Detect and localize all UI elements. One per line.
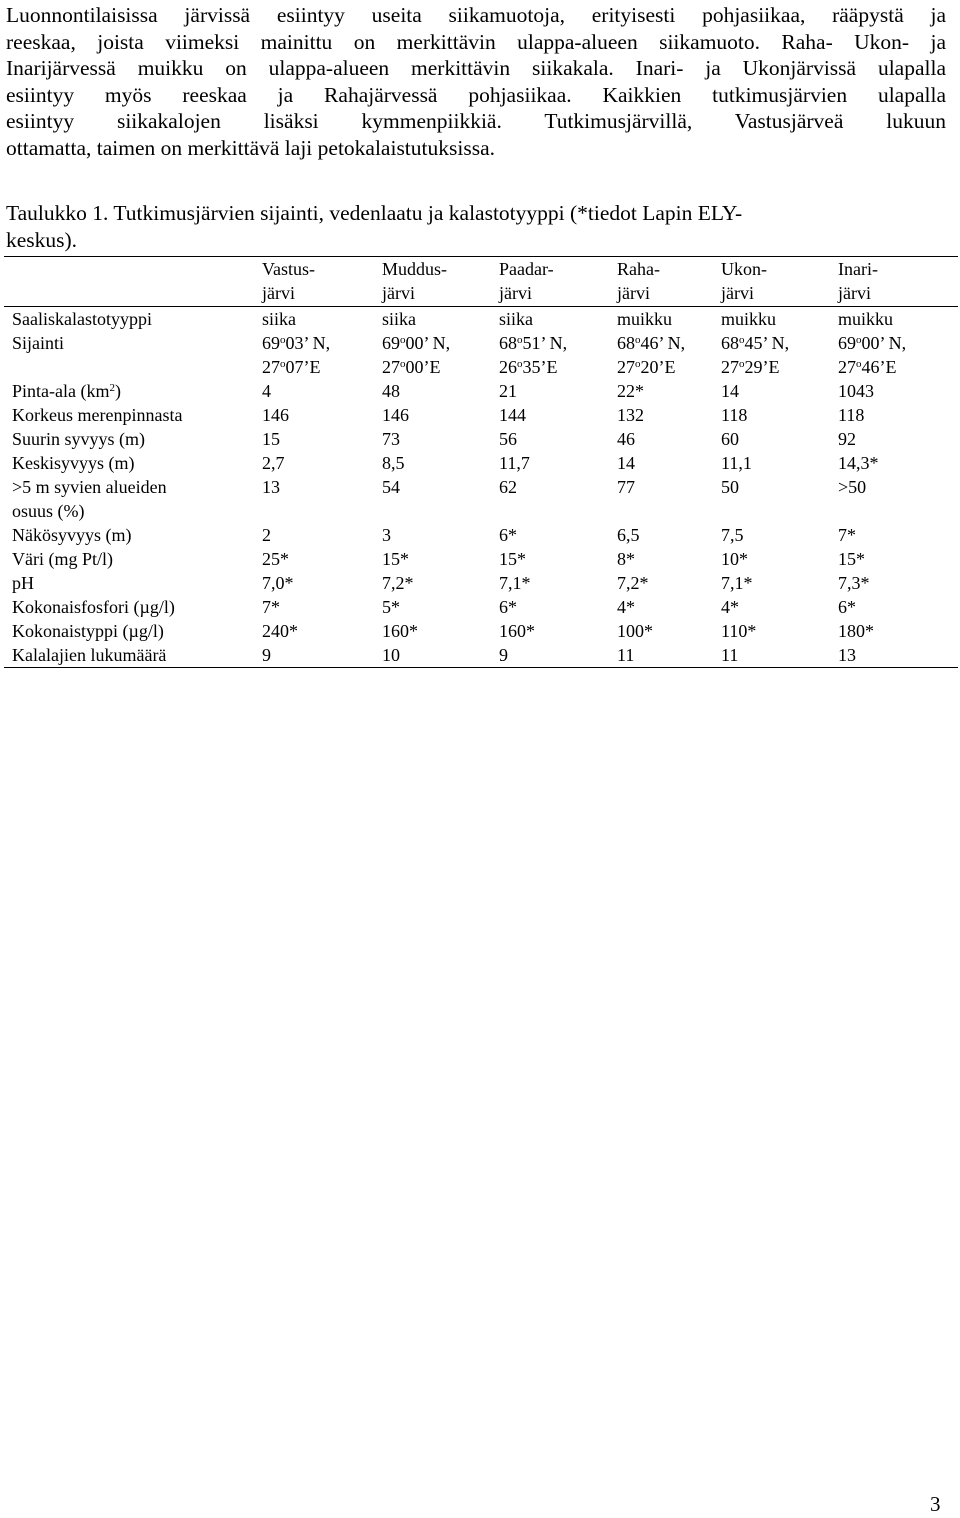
table-cell: 7,1* [721, 573, 753, 593]
table-cell: 160* [499, 621, 535, 641]
table-cell: 13 [838, 645, 856, 665]
table-cell: 2 [262, 525, 271, 545]
table-row [4, 595, 958, 619]
table-cell: siika [262, 309, 296, 329]
table-cell: 8,5 [382, 453, 405, 473]
paragraph-line: ottamatta, taimen on merkittävä laji petokalaistutuksissa. [6, 135, 495, 160]
table-cell: 46 [617, 429, 635, 449]
table-row [4, 619, 958, 643]
paragraph-line: reeskaa, joista viimeksi mainittu on merkittävin ulappa-alueen siikamuoto. Raha- Ukon- ja [6, 29, 946, 54]
table-row [4, 547, 958, 571]
header-ukonjarvi: Ukon- järvi [721, 259, 767, 303]
table-cell: 21 [499, 381, 517, 401]
table-row [4, 571, 958, 595]
table-row [4, 523, 958, 547]
table-cell: siika [499, 309, 533, 329]
table-cell: 3 [382, 525, 391, 545]
table-cell: 2,7 [262, 453, 285, 473]
table-cell: 15* [838, 549, 865, 569]
table-cell: 11,1 [721, 453, 752, 473]
table-cell: 92 [838, 429, 856, 449]
table-cell: 7,2* [617, 573, 649, 593]
row-label: Saaliskalastotyyppi [12, 309, 152, 329]
table-cell: 60 [721, 429, 739, 449]
table-cell: 69$^o$03’ N, 27$^o$07’E [262, 333, 331, 377]
table-cell: 56 [499, 429, 517, 449]
table-cell: 22* [617, 381, 644, 401]
header-vastusjarvi: Vastus- järvi [262, 259, 315, 303]
row-label: pH [12, 573, 34, 593]
table-cell: 118 [721, 405, 748, 425]
table-cell: 69$^o$00’ N, 27$^o$46’E [838, 333, 907, 377]
table-cell: 6* [499, 597, 517, 617]
row-label: Korkeus merenpinnasta [12, 405, 183, 425]
table-cell: 48 [382, 381, 400, 401]
table-cell: 77 [617, 477, 635, 497]
table-cell: 4* [617, 597, 635, 617]
table-cell: 4* [721, 597, 739, 617]
row-label: Kokonaistyppi (µg/l) [12, 621, 164, 641]
table-cell: 6* [838, 597, 856, 617]
table-cell: 144 [499, 405, 526, 425]
table-cell: 10* [721, 549, 748, 569]
table-cell: 7,2* [382, 573, 414, 593]
table-cell: 13 [262, 477, 280, 497]
table-cell: muikku [838, 309, 894, 329]
table-cell: 7,0* [262, 573, 294, 593]
header-inarijarvi: Inari- järvi [838, 259, 878, 303]
table-cell: 62 [499, 477, 517, 497]
table-cell: 9 [262, 645, 271, 665]
table-row [4, 331, 958, 379]
table-cell: 7* [262, 597, 280, 617]
table-cell: 132 [617, 405, 644, 425]
table-cell: 180* [838, 621, 874, 641]
table-cell: 15* [382, 549, 409, 569]
table-cell: 7,3* [838, 573, 870, 593]
table-cell: 14 [617, 453, 635, 473]
table-cell: 54 [382, 477, 400, 497]
paragraph-line: Luonnontilaisissa järvissä esiintyy useita siikamuotoja, erityisesti pohjasiikaa, rääpystä ja [6, 3, 946, 27]
row-label: Näkösyvyys (m) [12, 525, 132, 545]
table-row [4, 451, 958, 475]
table-cell: 5* [382, 597, 400, 617]
table-cell: 6* [499, 525, 517, 545]
table-row [4, 643, 958, 668]
lake-data-table [4, 256, 958, 668]
table-cell: 15* [499, 549, 526, 569]
table-cell: 14 [721, 381, 739, 401]
table-caption [6, 200, 946, 253]
paragraph-line: esiintyy siikakalojen lisäksi kymmenpiikkiä. Tutkimusjärvillä, Vastusjärveä lukuun [6, 109, 946, 134]
table-cell: 14,3* [838, 453, 879, 473]
table-row [4, 307, 958, 332]
caption-line: Taulukko 1. Tutkimusjärvien sijainti, vedenlaatu ja kalastotyyppi (*tiedot Lapin ELY- [6, 201, 743, 225]
table-cell: 146 [382, 405, 409, 425]
table-cell: 9 [499, 645, 508, 665]
header-rahajarvi: Raha- järvi [617, 259, 660, 303]
table-cell: 68$^o$46’ N, 27$^o$20’E [617, 333, 686, 377]
table-cell: 100* [617, 621, 653, 641]
table-row [4, 403, 958, 427]
table-cell: 15 [262, 429, 280, 449]
row-label: Kokonaisfosfori (µg/l) [12, 597, 175, 617]
table-cell: 68$^o$45’ N, 27$^o$29’E [721, 333, 790, 377]
intro-paragraph [6, 2, 946, 162]
table-cell: muikku [617, 309, 673, 329]
table-cell: 110* [721, 621, 757, 641]
table-cell: 1043 [838, 381, 874, 401]
header-paadarjarvi: Paadar- järvi [499, 259, 554, 303]
caption-line: keskus). [6, 227, 78, 252]
table-cell: 7,1* [499, 573, 531, 593]
table-cell: 69$^o$00’ N, 27$^o$00’E [382, 333, 451, 377]
header-empty-cell [4, 257, 262, 307]
table-row [4, 379, 958, 403]
row-label: Väri (mg Pt/l) [12, 549, 113, 569]
row-label: Sijainti [12, 333, 65, 353]
paragraph-line: Inarijärvessä muikku on ulappa-alueen merkittävin siikakala. Inari- ja Ukonjärvissä ulapalla [6, 56, 946, 81]
table-cell: 11,7 [499, 453, 530, 473]
table-cell: 160* [382, 621, 418, 641]
table-row [4, 427, 958, 451]
paragraph-line: esiintyy myös reeskaa ja Rahajärvessä pohjasiikaa. Kaikkien tutkimusjärvien ulapalla [6, 82, 946, 107]
page-number: 3 [930, 1492, 941, 1516]
table-cell: 68$^o$51’ N, 26$^o$35’E [499, 333, 568, 377]
table-cell: 240* [262, 621, 298, 641]
row-label: >5 m syvien alueiden osuus (%) [12, 477, 167, 521]
table-cell: >50 [838, 477, 867, 497]
row-label: Keskisyvyys (m) [12, 453, 135, 473]
table-header-row [4, 257, 958, 307]
table-cell: 7* [838, 525, 856, 545]
table-cell: 11 [617, 645, 635, 665]
table-cell: 25* [262, 549, 289, 569]
row-label: Suurin syvyys (m) [12, 429, 146, 449]
table-cell: siika [382, 309, 416, 329]
row-label: Kalalajien lukumäärä [12, 645, 167, 665]
header-muddusjarvi: Muddus- järvi [382, 259, 448, 303]
row-label: Pinta-ala $(km^2)$ [12, 381, 121, 401]
table-cell: 8* [617, 549, 635, 569]
table-cell: 50 [721, 477, 739, 497]
table-cell: 146 [262, 405, 289, 425]
table-cell: muikku [721, 309, 777, 329]
table-cell: 118 [838, 405, 865, 425]
table-cell: 73 [382, 429, 400, 449]
table-row [4, 475, 958, 523]
table-cell: 10 [382, 645, 400, 665]
table-cell: 6,5 [617, 525, 640, 545]
table-cell: 11 [721, 645, 739, 665]
table-cell: 7,5 [721, 525, 744, 545]
table-cell: 4 [262, 381, 271, 401]
